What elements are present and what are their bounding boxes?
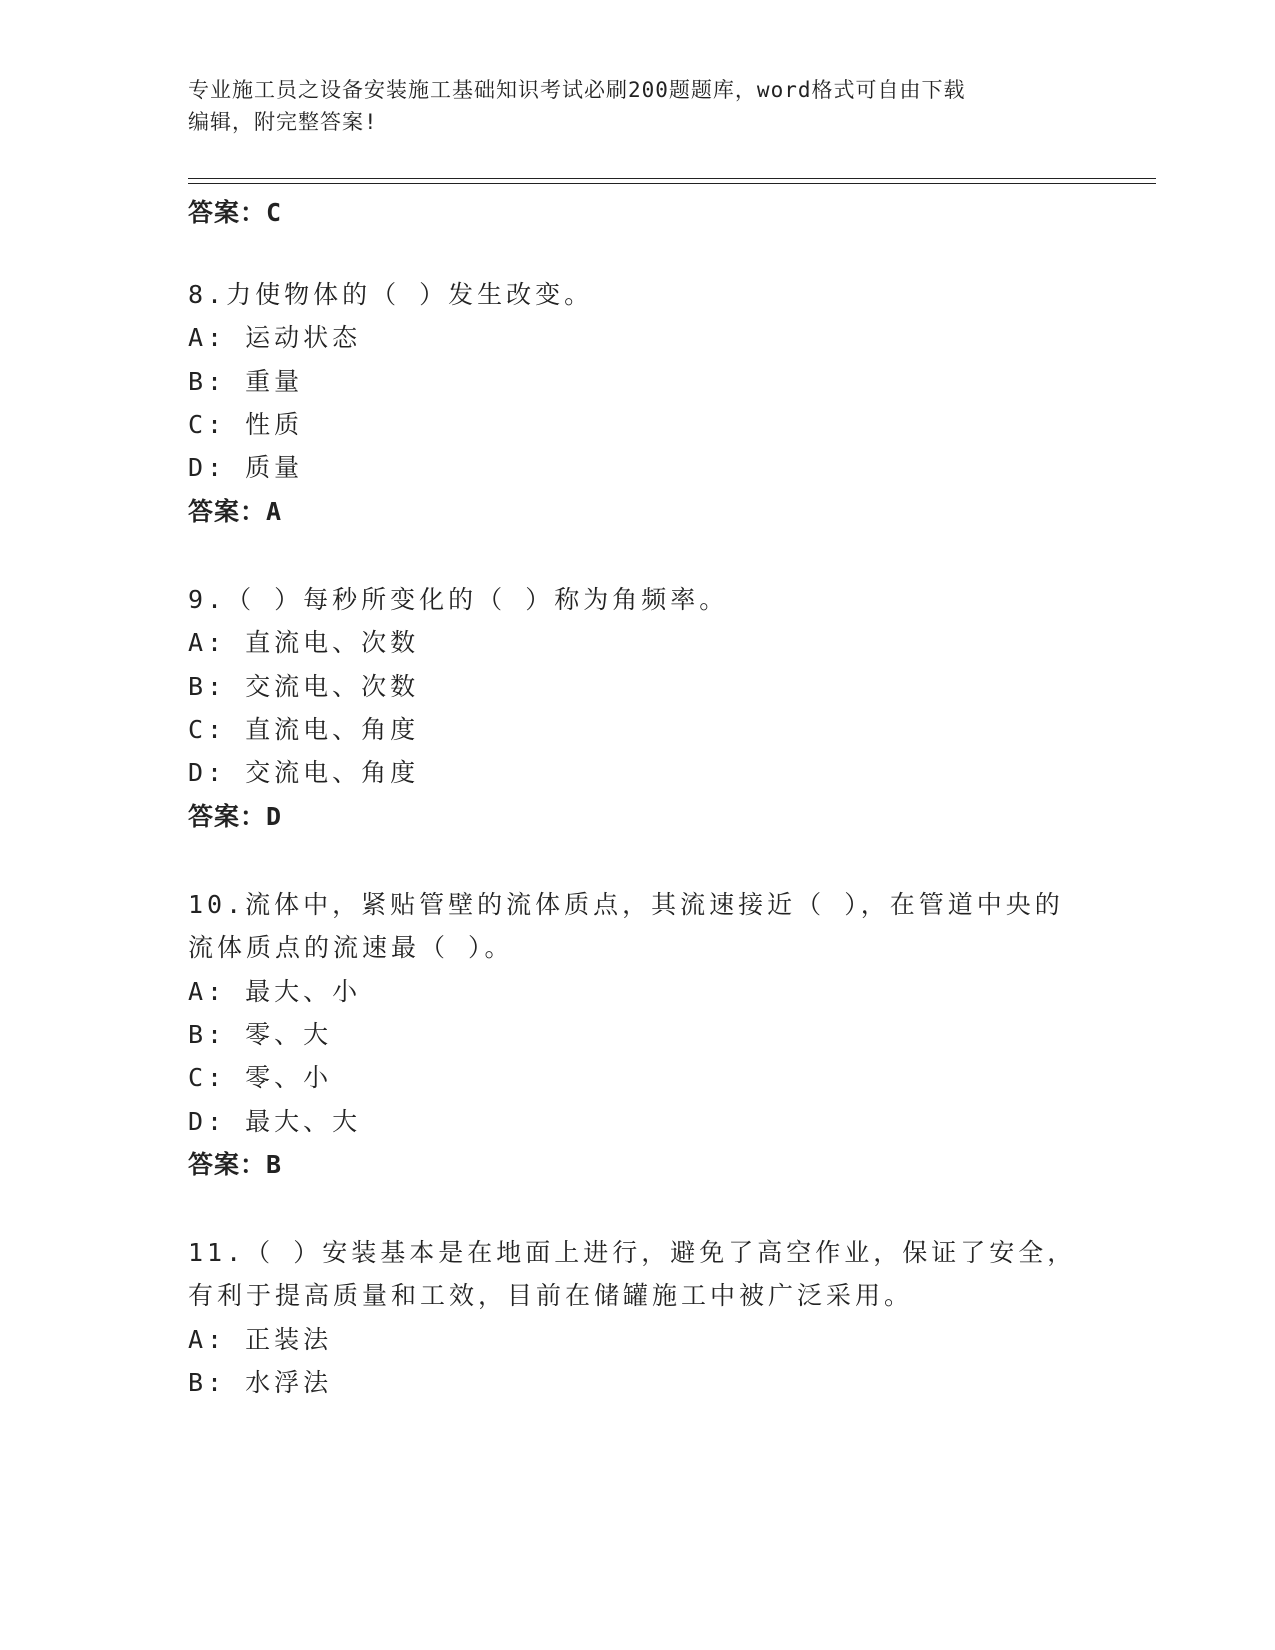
q8-option-d: D: 质量 [188, 453, 304, 482]
q8-option-b: B: 重量 [188, 367, 304, 396]
question-11-line-2: 有利于提高质量和工效，目前在储罐施工中被广泛采用。 [188, 1281, 914, 1310]
q9-option-a: A: 直流电、次数 [188, 628, 420, 657]
previous-answer: 答案：C [188, 198, 283, 227]
question-10-line-2: 流体质点的流速最（ ）。 [188, 933, 514, 962]
q8-answer: 答案：A [188, 497, 283, 526]
q10-option-b: B: 零、大 [188, 1020, 333, 1049]
question-11-line-1: 11.（ ）安装基本是在地面上进行，避免了高空作业，保证了安全， [188, 1238, 1077, 1267]
q9-answer: 答案：D [188, 802, 283, 831]
q10-option-d: D: 最大、大 [188, 1107, 362, 1136]
q9-option-d: D: 交流电、角度 [188, 758, 420, 787]
header-title-line-2: 编辑，附完整答案! [188, 110, 378, 134]
question-8: 8.力使物体的（ ）发生改变。 [188, 280, 594, 309]
q8-option-c: C: 性质 [188, 410, 304, 439]
question-9: 9.（ ）每秒所变化的（ ）称为角频率。 [188, 585, 729, 614]
question-10-line-1: 10.流体中，紧贴管壁的流体质点，其流速接近（ ），在管道中央的 [188, 890, 1064, 919]
q10-option-a: A: 最大、小 [188, 977, 362, 1006]
header-divider-top [188, 178, 1156, 179]
header-divider-bottom [188, 183, 1156, 184]
q10-option-c: C: 零、小 [188, 1063, 333, 1092]
q9-option-b: B: 交流电、次数 [188, 672, 420, 701]
document-header [188, 74, 1068, 138]
q11-option-a: A: 正装法 [188, 1325, 333, 1354]
q11-option-b: B: 水浮法 [188, 1368, 333, 1397]
header-title-line-1: 专业施工员之设备安装施工基础知识考试必刷200题题库，word格式可自由下载 [188, 78, 966, 102]
q8-option-a: A: 运动状态 [188, 323, 362, 352]
q9-option-c: C: 直流电、角度 [188, 715, 420, 744]
q10-answer: 答案：B [188, 1150, 283, 1179]
